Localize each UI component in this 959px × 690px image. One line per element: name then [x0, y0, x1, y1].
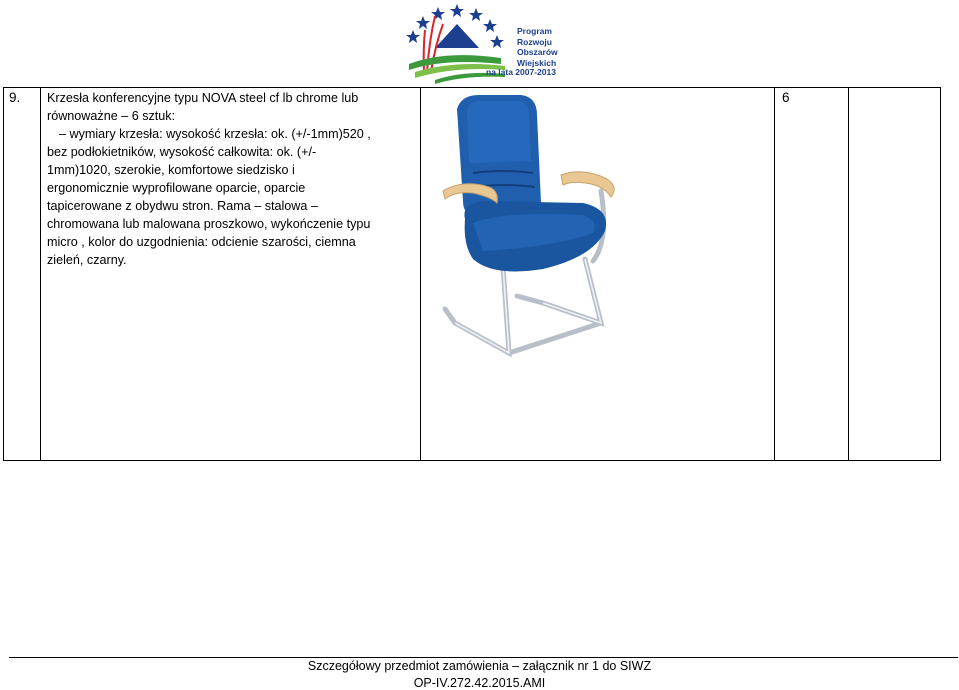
description-line: micro , kolor do uzgodnienia: odcienie szarości, ciemna: [47, 235, 356, 249]
logo-text-rozwoju: Rozwoju: [517, 36, 552, 47]
footer-title: Szczegółowy przedmiot zamówienia – załącznik nr 1 do SIWZ: [307, 659, 652, 673]
quantity-cell: [775, 88, 849, 461]
description-line: chromowana lub malowana proszkowo, wykończenie typu: [47, 217, 371, 231]
quantity-value: 6: [782, 90, 790, 105]
empty-cell: [849, 88, 941, 461]
logo-years: na lata 2007-2013: [486, 67, 556, 77]
specification-table: [3, 87, 941, 461]
description-line: Krzesła konferencyjne typu NOVA steel cf lb chrome lub: [47, 91, 359, 105]
footer-divider: [9, 657, 958, 658]
image-cell: [421, 88, 775, 461]
description-line: ergonomicznie wyprofilowane oparcie, oparcie: [47, 181, 306, 195]
description-line: zieleń, czarny.: [47, 253, 127, 267]
right-armrest: [561, 172, 614, 197]
description-line: tapicerowane z obydwu stron. Rama – stalowa –: [47, 199, 318, 213]
table-row: [4, 88, 941, 461]
logo-text-program: Program: [517, 26, 552, 36]
chair-image: [433, 91, 633, 363]
backrest-highlight: [467, 101, 531, 163]
logo-text: [517, 26, 558, 68]
footer-reference: OP-IV.272.42.2015.AMI: [413, 676, 546, 690]
description-line: – wymiary krzesła: wysokość krzesła: ok. (+/-1mm)520 ,: [59, 127, 371, 141]
chrome-highlight: [455, 259, 601, 353]
description-line: bez podłokietników, wysokość całkowita: ok. (+/-: [47, 145, 317, 159]
description-line: równoważne – 6 sztuk:: [47, 109, 176, 123]
description-line: 1mm)1020, szerokie, komfortowe siedzisko i: [47, 163, 295, 177]
description-cell: [41, 88, 421, 461]
logo-text-wiejskich: Wiejskich: [517, 57, 557, 68]
logo-text-obszarow: Obszarów: [517, 47, 558, 57]
row-number: 9.: [9, 90, 21, 105]
row-number-cell: [4, 88, 41, 461]
